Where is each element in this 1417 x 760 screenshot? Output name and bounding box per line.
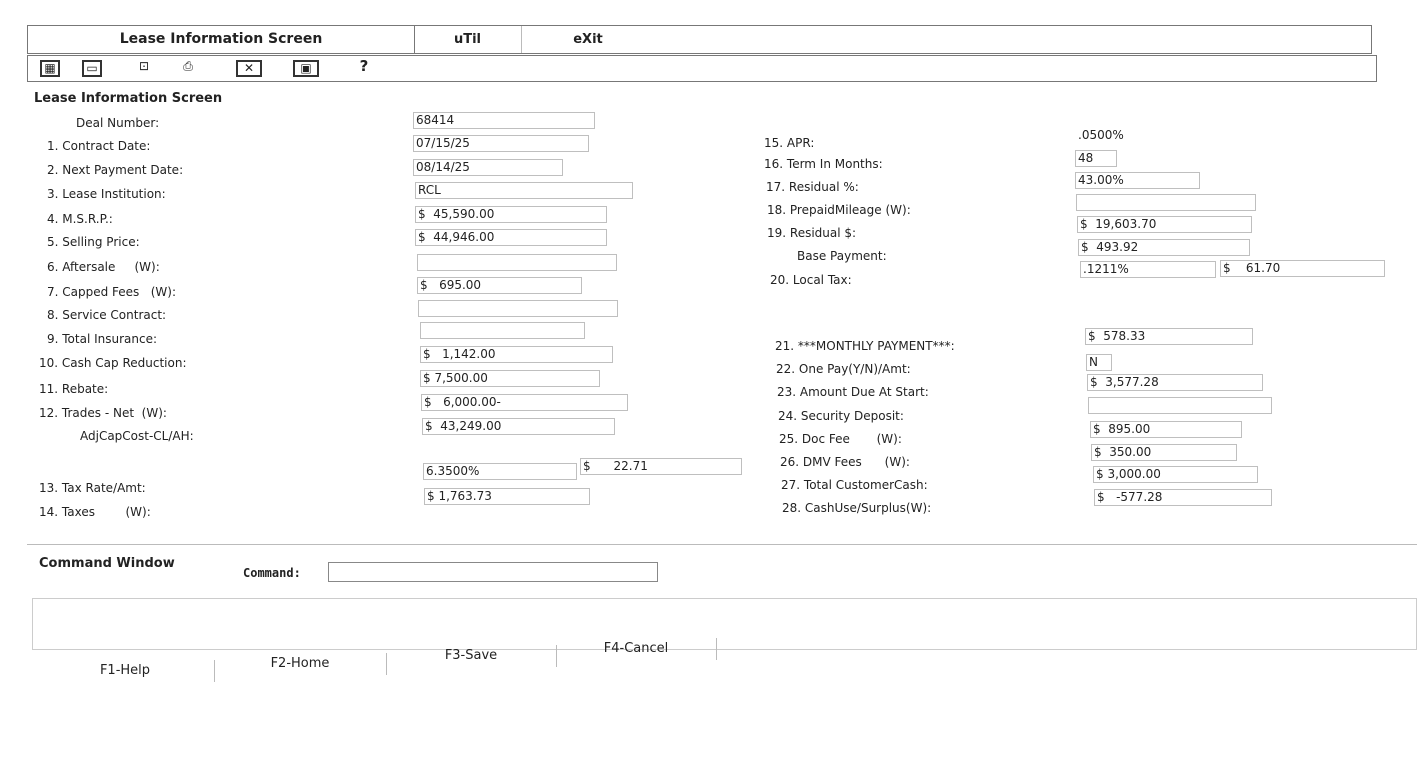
command-label: Command:	[243, 566, 301, 580]
label-term-months: 16. Term In Months:	[764, 157, 883, 171]
label-tax-rate: 13. Tax Rate/Amt:	[39, 481, 146, 495]
selling-price-field[interactable]: $ 44,946.00	[415, 229, 607, 246]
taxes-field[interactable]: $ 1,763.73	[424, 488, 590, 505]
prepaid-mileage-field[interactable]	[1076, 194, 1256, 211]
label-cash-cap-reduction: 10. Cash Cap Reduction:	[39, 356, 187, 370]
local-tax-amount-field[interactable]: $ 61.70	[1220, 260, 1385, 277]
label-residual-dollar: 19. Residual $:	[767, 226, 857, 240]
label-contract-date: 1. Contract Date:	[47, 139, 151, 153]
menu-title: Lease Information Screen	[28, 26, 415, 53]
one-pay-field[interactable]: N	[1086, 354, 1112, 371]
label-dmv-fees: 26. DMV Fees (W):	[780, 455, 910, 469]
term-months-field[interactable]: 48	[1075, 150, 1117, 167]
cash-use-surplus-field[interactable]: $ -577.28	[1094, 489, 1272, 506]
command-window-title: Command Window	[39, 556, 175, 571]
aftersale-field[interactable]	[417, 254, 617, 271]
label-service-contract: 8. Service Contract:	[47, 308, 167, 322]
screen-title: Lease Information Screen	[34, 91, 223, 106]
label-amount-due: 23. Amount Due At Start:	[777, 385, 929, 399]
screen-icon[interactable]: ▣	[293, 60, 319, 77]
residual-dollar-field[interactable]: $ 19,603.70	[1077, 216, 1252, 233]
label-total-customer-cash: 27. Total CustomerCash:	[781, 478, 928, 492]
label-taxes: 14. Taxes (W):	[39, 505, 151, 519]
rebate-field[interactable]: $ 7,500.00	[420, 370, 600, 387]
form-icon[interactable]: ▭	[82, 60, 102, 77]
label-rebate: 11. Rebate:	[39, 382, 109, 396]
residual-pct-field[interactable]: 43.00%	[1075, 172, 1200, 189]
local-tax-rate-field[interactable]: .1211%	[1080, 261, 1216, 278]
f1-help-button[interactable]: F1-Help	[36, 660, 215, 682]
label-apr: 15. APR:	[764, 136, 815, 150]
label-prepaid-mileage: 18. PrepaidMileage (W):	[767, 203, 911, 217]
amount-due-field[interactable]: $ 3,577.28	[1087, 374, 1263, 391]
f2-home-button[interactable]: F2-Home	[214, 653, 387, 675]
doc-fee-field[interactable]: $ 895.00	[1090, 421, 1242, 438]
service-contract-field[interactable]	[418, 300, 618, 317]
label-msrp: 4. M.S.R.P.:	[47, 212, 113, 226]
help-question-icon[interactable]: ?	[354, 60, 374, 77]
f4-cancel-button[interactable]: F4-Cancel	[556, 638, 717, 660]
f3-save-button[interactable]: F3-Save	[386, 645, 557, 667]
deal-number-field[interactable]: 68414	[413, 112, 595, 129]
msrp-field[interactable]: $ 45,590.00	[415, 206, 607, 223]
apr-field[interactable]: .0500%	[1075, 127, 1225, 144]
label-residual-pct: 17. Residual %:	[766, 180, 859, 194]
book-icon[interactable]: ⊡	[134, 60, 154, 77]
label-doc-fee: 25. Doc Fee (W):	[779, 432, 902, 446]
total-insurance-field[interactable]	[420, 322, 585, 339]
adj-cap-cost-field[interactable]: $ 43,249.00	[422, 418, 615, 435]
monthly-payment-field[interactable]: $ 578.33	[1085, 328, 1253, 345]
label-selling-price: 5. Selling Price:	[47, 235, 140, 249]
next-payment-date-field[interactable]: 08/14/25	[413, 159, 563, 176]
label-monthly-payment: 21. ***MONTHLY PAYMENT***:	[775, 339, 955, 353]
label-security-deposit: 24. Security Deposit:	[778, 409, 904, 423]
tax-amount-field[interactable]: $ 22.71	[580, 458, 742, 475]
label-local-tax: 20. Local Tax:	[770, 273, 852, 287]
command-input[interactable]	[328, 562, 658, 582]
label-total-insurance: 9. Total Insurance:	[47, 332, 158, 346]
calculator-icon[interactable]: ▦	[40, 60, 60, 77]
tax-rate-field[interactable]: 6.3500%	[423, 463, 577, 480]
label-base-payment: Base Payment:	[797, 249, 887, 263]
label-adj-cap-cost: AdjCapCost-CL/AH:	[80, 429, 194, 443]
label-deal-number: Deal Number:	[76, 116, 160, 130]
total-customer-cash-field[interactable]: $ 3,000.00	[1093, 466, 1258, 483]
contract-date-field[interactable]: 07/15/25	[413, 135, 589, 152]
label-trades-net: 12. Trades - Net (W):	[39, 406, 167, 420]
label-capped-fees: 7. Capped Fees (W):	[47, 285, 177, 299]
menu-util[interactable]: uTil	[414, 26, 522, 53]
dmv-fees-field[interactable]: $ 350.00	[1091, 444, 1237, 461]
label-lease-institution: 3. Lease Institution:	[47, 187, 166, 201]
label-one-pay: 22. One Pay(Y/N)/Amt:	[776, 362, 911, 376]
security-deposit-field[interactable]	[1088, 397, 1272, 414]
lease-institution-field[interactable]: RCL	[415, 182, 633, 199]
trades-net-field[interactable]: $ 6,000.00-	[421, 394, 628, 411]
message-area	[32, 598, 1417, 650]
label-cash-use-surplus: 28. CashUse/Surplus(W):	[782, 501, 932, 515]
menu-exit[interactable]: eXit	[573, 32, 603, 47]
base-payment-field[interactable]: $ 493.92	[1078, 239, 1250, 256]
close-window-icon[interactable]: ✕	[236, 60, 262, 77]
toolbar	[27, 55, 1377, 82]
menu-bar	[27, 25, 1372, 54]
label-next-payment-date: 2. Next Payment Date:	[47, 163, 184, 177]
printer-icon[interactable]: ⎙	[178, 60, 198, 77]
label-aftersale: 6. Aftersale (W):	[47, 260, 160, 274]
command-window	[27, 544, 1417, 590]
capped-fees-field[interactable]: $ 695.00	[417, 277, 582, 294]
cash-cap-reduction-field[interactable]: $ 1,142.00	[420, 346, 613, 363]
